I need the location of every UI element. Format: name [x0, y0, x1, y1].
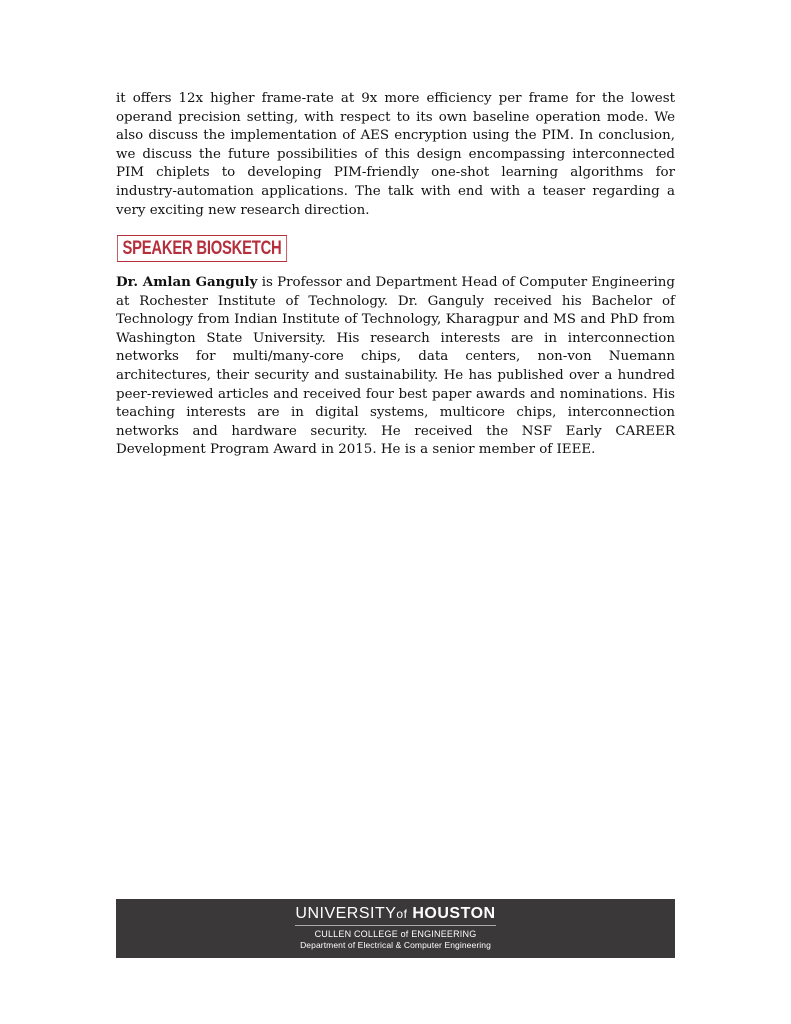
- university-footer-banner: [116, 899, 675, 958]
- speaker-name: Dr. Amlan Ganguly: [116, 274, 258, 290]
- college-name: CULLEN COLLEGE of ENGINEERING: [314, 929, 477, 939]
- biosketch-paragraph: [116, 273, 675, 460]
- abstract-paragraph: it offers 12x higher frame-rate at 9x more efficiency per frame for the lowest operand precision setting, with respect to its own baseline operation mode. We also discuss the implementation of AES encryption using the PIM. In conclusion, we discuss the future possibilities of this design encompassing interconnected PIM chiplets to developing PIM-friendly one-shot learning algorithms for industry-automation applications. The talk with end with a teaser regarding a very exciting new research direction.: [116, 91, 675, 218]
- speaker-biosketch-heading: SPEAKER BIOSKETCH: [117, 235, 287, 262]
- university-of: of: [396, 907, 408, 921]
- biosketch-text: is Professor and Department Head of Computer Engineering at Rochester Institute of Technology. Dr. Ganguly received his Bachelor of Technology from Indian Institute of Technology, Kharagpur and MS and PhD from Washington State University. His research interests are in interconnection networks for multi/many-core chips, data centers, non-von Nuemann architectures, their security and sustainability. He has published over a hundred peer-reviewed articles and received four best paper awards and nominations. His teaching interests are in digital systems, multicore chips, interconnection networks and hardware security. He received the NSF Early CAREER Development Program Award in 2015. He is a senior member of IEEE.: [116, 275, 676, 458]
- department-name: Department of Electrical & Computer Engineering: [300, 940, 491, 950]
- university-logo: [295, 905, 495, 926]
- university-prefix: UNIVERSITY: [295, 905, 397, 922]
- university-name: HOUSTON: [412, 905, 496, 922]
